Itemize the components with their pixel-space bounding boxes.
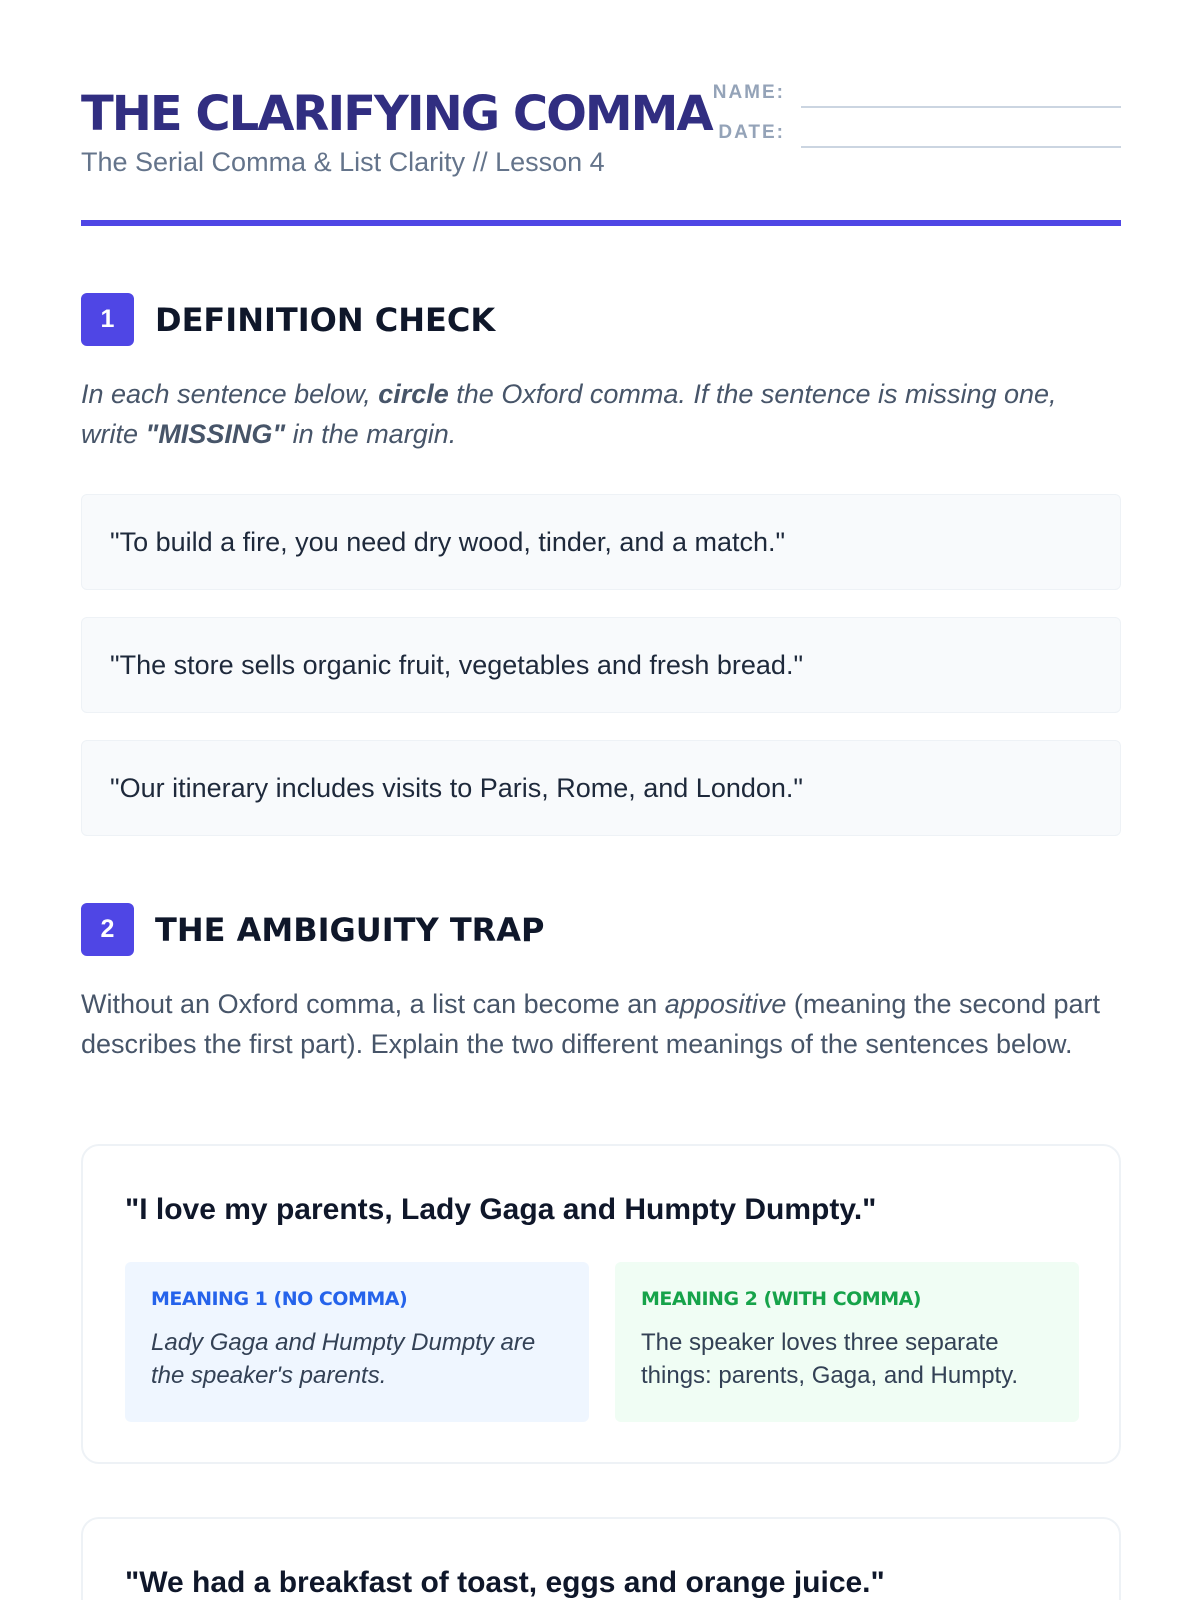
meaning-2-label: MEANING 2 (WITH COMMA) xyxy=(641,1288,921,1310)
section-1-badge: 1 xyxy=(81,293,134,346)
date-line[interactable] xyxy=(801,146,1121,148)
trap-card-1 xyxy=(81,1144,1121,1464)
section-1-heading xyxy=(81,293,1121,347)
section-1-title: DEFINITION CHECK xyxy=(155,301,496,339)
name-line[interactable] xyxy=(801,106,1121,108)
date-label: DATE: xyxy=(718,122,785,143)
meaning-2-text: The speaker loves three separate things: parents, Gaga, and Humpty. xyxy=(641,1329,1019,1389)
section-1-instructions xyxy=(81,374,1121,454)
page-title: THE CLARIFYING COMMA xyxy=(81,86,712,142)
name-label: NAME: xyxy=(712,82,785,103)
section-2-intro xyxy=(81,984,1121,1064)
meaning-1-text: Lady Gaga and Humpty Dumpty are the speaker's parents. xyxy=(151,1329,536,1389)
section-2-title: THE AMBIGUITY TRAP xyxy=(155,911,545,949)
intro-text-1: Without an Oxford comma, a list can become an xyxy=(81,989,665,1019)
meaning-1-label: MEANING 1 (NO COMMA) xyxy=(151,1288,408,1310)
trap-quote-1: "I love my parents, Lady Gaga and Humpty Dumpty." xyxy=(125,1193,877,1226)
worksheet-header xyxy=(81,80,1121,226)
intro-italic-appositive: appositive xyxy=(664,989,787,1019)
sentence-box-1[interactable]: "To build a fire, you need dry wood, tinder, and a match." xyxy=(81,494,1121,590)
trap-quote-2: "We had a breakfast of toast, eggs and orange juice." xyxy=(125,1566,885,1599)
section-2-heading xyxy=(81,903,1121,957)
instructions-bold-missing: "MISSING" xyxy=(145,419,286,449)
meaning-1-box[interactable] xyxy=(125,1262,589,1422)
meaning-2-box[interactable] xyxy=(615,1262,1079,1422)
instructions-text-1: In each sentence below, xyxy=(81,379,379,409)
instructions-text-3: in the margin. xyxy=(285,419,457,449)
intro-text-2: (meaning the second part describes the first part). Explain the two different meanings of the sentences below. xyxy=(81,989,1101,1059)
sentence-box-3[interactable]: "Our itinerary includes visits to Paris, Rome, and London." xyxy=(81,740,1121,836)
name-field[interactable] xyxy=(709,80,1121,110)
date-field[interactable] xyxy=(709,120,1121,150)
header-divider xyxy=(81,220,1121,226)
trap-card-2 xyxy=(81,1517,1121,1600)
instructions-bold-circle: circle xyxy=(378,379,449,409)
instructions-text-2: the Oxford comma. If the sentence is missing one, write xyxy=(81,379,1057,449)
section-2-badge: 2 xyxy=(81,903,134,956)
sentence-box-2[interactable]: "The store sells organic fruit, vegetables and fresh bread." xyxy=(81,617,1121,713)
page-subtitle: The Serial Comma & List Clarity // Lesson 4 xyxy=(81,147,605,177)
